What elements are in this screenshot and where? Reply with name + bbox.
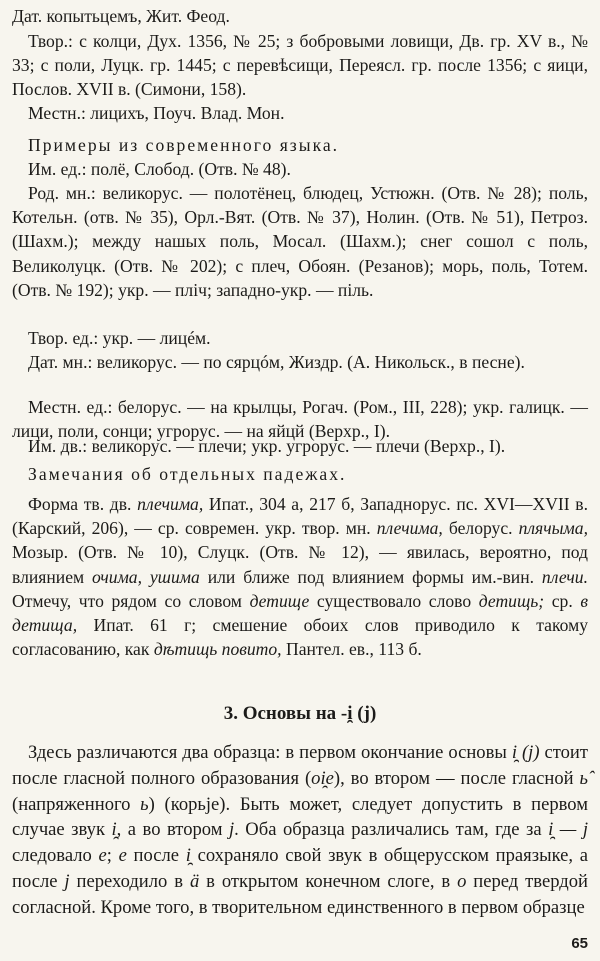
line-mestn-ed: Местн. ед.: белорус. — на крылцы, Рогач. (Ром., III, 228); укр. галицк. — лици, поли, сонци; угрорус. — на яйцй (Верхр., I). xyxy=(12,397,588,442)
case-notes-paragraph: Форма тв. дв. плечима, Ипат., 304 а, 217 б, Западнорус. пс. XVI—XVII в. (Карский, 206), — ср. современ. укр. твор. мн. плечима, белорус. плячыма, Мозыр. (Отв. № 10), Слуцк. (Отв. № 12), — явилась, вероятно, под влиянием очима, ушима или ближе под влиянием формы им.-вин. плечи. Отмечу, что рядом со словом детище существовало слово детищь; ср. в детища, Ипат. 61 г; смешение обоих слов приводило к такому согласованию, как дѣтищь повито, Пантел. ев., 113 б. xyxy=(12,494,589,660)
line-im-ed: Им. ед.: полё, Слобод. (Отв. № 48). xyxy=(28,159,291,179)
body-paragraph: Здесь различаются два образца: в первом окончание основы i̯ (j) стоит после гласной полного образования (oi̯e), во втором — после гласной ь̂ (напряженного ь) (корьje). Быть может, следует допустить в первом случае звук i̯, а во втором j. Оба образца различались там, где за i̯ — j следовало е; е после i̯ сохраняло свой звук в общерусском праязыке, а после j переходило в ä в открытом конечном слоге, в о перед твердой согласной. Кроме того, в творительном единственного в первом образце xyxy=(12,742,589,918)
line-rod-mn: Род. мн.: великорус. — полотёнец, блюдец, Устюжн. (Отв. № 28); поль, Котельн. (отв. № 35), Орл.-Вят. (Отв. № 37), Нолин. (Отв. № 51), Петроз. (Шахм.); между нашых поль, Мосал. (Шахм.); снег сошол с поль, Великолуцк. (Отв. № 202); с плеч, Обоян. (Резанов); морь, поль, Тотем. (Отв. № 192); укр. — пліч; западно-укр. — піль. xyxy=(12,183,588,300)
line-tvor-examples: Твор.: с колци, Дух. 1356, № 25; з бобровыми ловищи, Дв. гр. XV в., № 33; с поли, Луцк. гр. 1445; с перевѣсищи, Переясл. гр. после 1356; с яици, Послов. XVII в. (Симони, 158). xyxy=(12,31,588,100)
section-heading: 3. Основы на -i̯ (j) xyxy=(223,703,377,724)
page-number: 65 xyxy=(571,935,588,952)
line-dat-mn: Дат. мн.: великорус. — по сярцóм, Жиздр. (А. Никольск., в песне). xyxy=(28,352,525,372)
section-title-case-notes: Замечания об отдельных падежах. xyxy=(28,464,347,484)
line-im-dv: Им. дв.: великорус. — плечи; укр. угрорус. — плечи (Верхр., I). xyxy=(28,436,506,456)
section-title-modern-examples: Примеры из современного языка. xyxy=(28,135,340,155)
line-tvor-ed: Твор. ед.: укр. — лицéм. xyxy=(28,328,211,348)
line-mestn-example: Местн.: лицихъ, Поуч. Влад. Мон. xyxy=(28,103,285,123)
line-dat-example: Дат. копытьцемъ, Жит. Феод. xyxy=(12,6,230,26)
